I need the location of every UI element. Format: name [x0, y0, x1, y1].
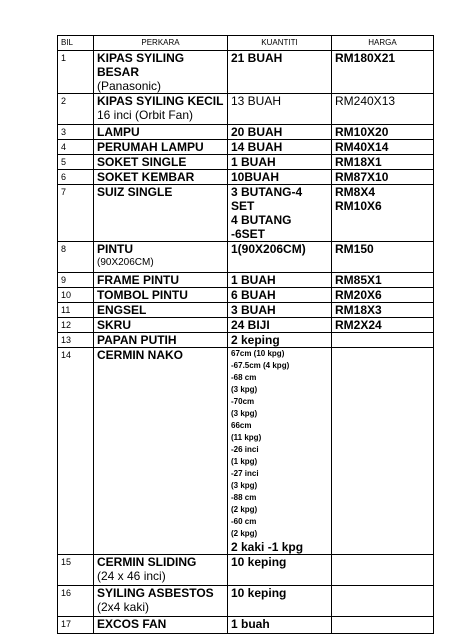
row-perkara: CERMIN NAKO	[94, 348, 228, 555]
row-kuantiti: 13 BUAH	[228, 94, 332, 125]
row-kuantiti: 20 BUAH	[228, 125, 332, 140]
row-kuantiti: 3 BUAH	[228, 303, 332, 318]
row-perkara: TOMBOL PINTU	[94, 288, 228, 303]
quantity-line: (1 kpg)	[231, 457, 258, 466]
row-perkara: SUIZ SINGLE	[94, 185, 228, 242]
item-table	[57, 35, 434, 634]
quantity-line: -60 cm	[231, 517, 257, 526]
item-name: PINTU	[97, 242, 133, 256]
quantity-line: -68 cm	[231, 373, 257, 382]
table-row	[58, 155, 434, 170]
row-perkara: EXCOS FAN	[94, 617, 228, 634]
table-row	[58, 288, 434, 303]
row-harga	[332, 617, 434, 634]
table-row	[58, 555, 434, 586]
quantity-line: (3 kpg)	[231, 409, 258, 418]
row-kuantiti: 21 BUAH	[228, 51, 332, 94]
row-kuantiti: 14 BUAH	[228, 140, 332, 155]
row-bil: 14	[58, 348, 94, 555]
row-harga: RM10X20	[332, 125, 434, 140]
row-bil: 13	[58, 333, 94, 348]
quantity-line: -26 inci	[231, 445, 259, 454]
row-harga	[332, 555, 434, 586]
table-row	[58, 617, 434, 634]
quantity-total: 2 kaki -1 kpg	[231, 540, 304, 554]
item-detail: 16 inci (Orbit Fan)	[97, 108, 194, 122]
row-harga	[332, 185, 434, 242]
row-perkara	[94, 586, 228, 617]
quantity-line: -67.5cm (4 kpg)	[231, 361, 290, 370]
row-kuantiti: 6 BUAH	[228, 288, 332, 303]
row-bil: 3	[58, 125, 94, 140]
row-kuantiti: 24 BIJI	[228, 318, 332, 333]
table-row	[58, 185, 434, 242]
table-row	[58, 51, 434, 94]
header-bil: BIL	[58, 36, 94, 51]
row-kuantiti	[228, 185, 332, 242]
row-bil: 16	[58, 586, 94, 617]
header-kuantiti: KUANTITI	[228, 36, 332, 51]
table-row	[58, 273, 434, 288]
header-perkara: PERKARA	[94, 36, 228, 51]
quantity-line: (3 kpg)	[231, 481, 258, 490]
row-harga: RM20X6	[332, 288, 434, 303]
row-bil: 8	[58, 242, 94, 273]
row-harga: RM180X21	[332, 51, 434, 94]
row-perkara	[94, 94, 228, 125]
row-bil: 2	[58, 94, 94, 125]
row-bil: 12	[58, 318, 94, 333]
quantity-line: (2 kpg)	[231, 505, 258, 514]
row-kuantiti: 10 keping	[228, 586, 332, 617]
row-harga: RM240X13	[332, 94, 434, 125]
price-line: RM10X6	[335, 199, 382, 213]
item-detail: (2x4 kaki)	[97, 600, 150, 614]
row-kuantiti	[228, 348, 332, 555]
row-harga	[332, 348, 434, 555]
table-row	[58, 318, 434, 333]
row-harga: RM40X14	[332, 140, 434, 155]
table-row	[58, 303, 434, 318]
row-perkara: ENGSEL	[94, 303, 228, 318]
quantity-line: (3 kpg)	[231, 385, 258, 394]
table-row	[58, 170, 434, 185]
row-harga: RM2X24	[332, 318, 434, 333]
table-row	[58, 242, 434, 273]
row-bil: 4	[58, 140, 94, 155]
row-perkara	[94, 51, 228, 94]
row-bil: 9	[58, 273, 94, 288]
quantity-line: 3 BUTANG-4 SET	[231, 185, 303, 213]
row-perkara	[94, 555, 228, 586]
row-harga: RM85X1	[332, 273, 434, 288]
item-detail: (Panasonic)	[97, 79, 162, 93]
item-name: KIPAS SYILING BESAR	[97, 51, 185, 79]
header-harga: HARGA	[332, 36, 434, 51]
row-perkara: FRAME PINTU	[94, 273, 228, 288]
table-row	[58, 125, 434, 140]
item-detail: (90X206CM)	[97, 257, 154, 268]
table-row	[58, 348, 434, 555]
row-bil: 1	[58, 51, 94, 94]
row-perkara: SOKET SINGLE	[94, 155, 228, 170]
table-row	[58, 94, 434, 125]
quantity-line: (2 kpg)	[231, 529, 258, 538]
item-name: CERMIN SLIDING	[97, 555, 197, 569]
header-row	[58, 36, 434, 51]
table-row	[58, 140, 434, 155]
row-harga: RM87X10	[332, 170, 434, 185]
row-kuantiti: 1 buah	[228, 617, 332, 634]
item-name: SYILING ASBESTOS	[97, 586, 214, 600]
quantity-line: 4 BUTANG -6SET	[231, 213, 292, 241]
quantity-line: -88 cm	[231, 493, 257, 502]
row-kuantiti: 1(90X206CM)	[228, 242, 332, 273]
row-perkara: PAPAN PUTIH	[94, 333, 228, 348]
table-row	[58, 333, 434, 348]
row-kuantiti: 10 keping	[228, 555, 332, 586]
table-row	[58, 586, 434, 617]
row-bil: 11	[58, 303, 94, 318]
quantity-line: -70cm	[231, 397, 255, 406]
item-detail: (24 x 46 inci)	[97, 569, 166, 583]
row-bil: 6	[58, 170, 94, 185]
row-kuantiti: 1 BUAH	[228, 273, 332, 288]
row-bil: 7	[58, 185, 94, 242]
quantity-line: -27 inci	[231, 469, 259, 478]
row-harga	[332, 333, 434, 348]
row-bil: 17	[58, 617, 94, 634]
quantity-line: 66cm	[231, 421, 252, 430]
row-harga	[332, 586, 434, 617]
row-kuantiti: 1 BUAH	[228, 155, 332, 170]
row-perkara: LAMPU	[94, 125, 228, 140]
quantity-line: (11 kpg)	[231, 433, 262, 442]
row-bil: 5	[58, 155, 94, 170]
item-name: KIPAS SYILING KECIL	[97, 94, 224, 108]
row-perkara: SKRU	[94, 318, 228, 333]
quantity-line: 67cm (10 kpg)	[231, 349, 285, 358]
row-perkara: SOKET KEMBAR	[94, 170, 228, 185]
row-kuantiti: 10BUAH	[228, 170, 332, 185]
row-harga: RM18X1	[332, 155, 434, 170]
row-harga: RM18X3	[332, 303, 434, 318]
row-bil: 15	[58, 555, 94, 586]
row-perkara	[94, 242, 228, 273]
row-perkara: PERUMAH LAMPU	[94, 140, 228, 155]
price-line: RM8X4	[335, 185, 376, 199]
row-harga: RM150	[332, 242, 434, 273]
row-kuantiti: 2 keping	[228, 333, 332, 348]
row-bil: 10	[58, 288, 94, 303]
